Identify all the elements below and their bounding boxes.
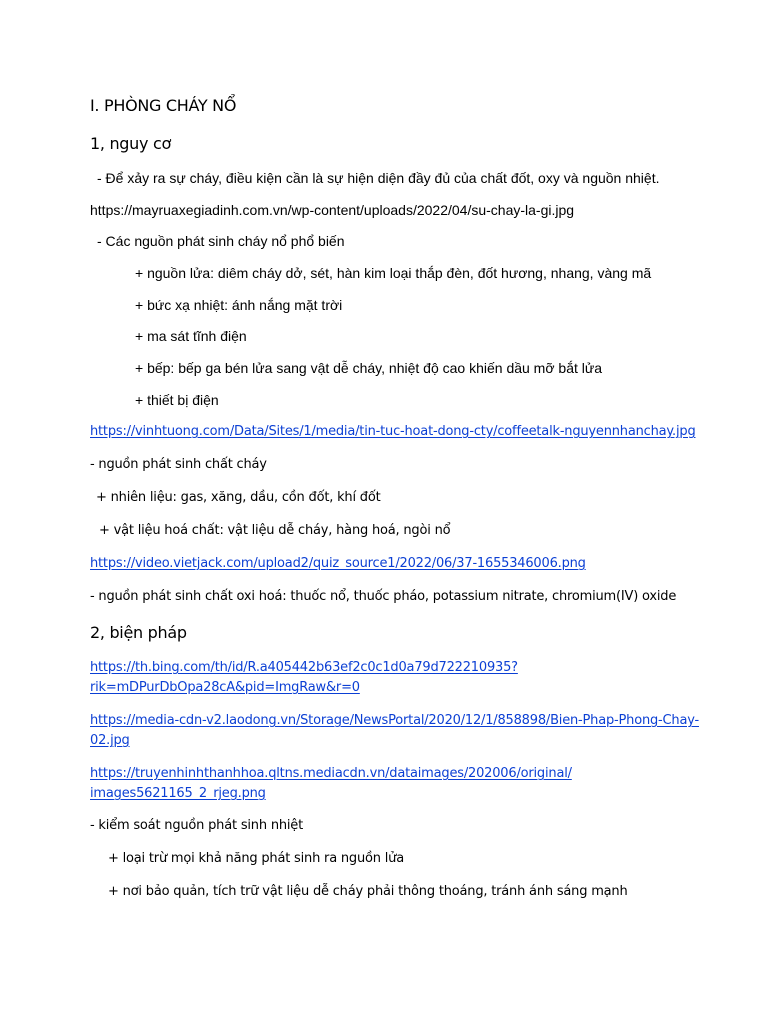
list-item: + loại trừ mọi khả năng phát sinh ra nguồn lửa <box>108 851 404 866</box>
paragraph-common-sources: - Các nguồn phát sinh cháy nổ phổ biến <box>97 233 345 249</box>
list-item: + nguồn lửa: diêm cháy dở, sét, hàn kim loại thắp đèn, đốt hương, nhang, vàng mã <box>135 265 652 281</box>
paragraph-fuel-sources: - nguồn phát sinh chất cháy <box>90 457 267 472</box>
list-item: + nơi bảo quản, tích trữ vật liệu dễ cháy phải thông thoáng, tránh ánh sáng mạnh <box>108 884 628 899</box>
list-item: + nhiên liệu: gas, xăng, dầu, cồn đốt, khí đốt <box>96 490 381 505</box>
hyperlink-thanhhoa-line1[interactable]: https://truyenhinhthanhhoa.qltns.mediacdn.vn/dataimages/202006/original/ <box>90 766 572 781</box>
subsection-heading-measures: 2, biện pháp <box>90 623 187 642</box>
subsection-heading-risk: 1, nguy cơ <box>90 134 171 153</box>
list-item: + bức xạ nhiệt: ánh nắng mặt trời <box>135 297 343 313</box>
list-item: + vật liệu hoá chất: vật liệu dễ cháy, hàng hoá, ngòi nổ <box>99 523 451 538</box>
plain-url-text: https://mayruaxegiadinh.com.vn/wp-content/uploads/2022/04/su-chay-la-gi.jpg <box>90 202 575 218</box>
list-item: + ma sát tĩnh điện <box>135 328 247 344</box>
paragraph-oxidizer-sources: - nguồn phát sinh chất oxi hoá: thuốc nổ, thuốc pháo, potassium nitrate, chromium(IV) oxide <box>90 589 677 604</box>
hyperlink-thanhhoa-line2[interactable]: images5621165_2_rjeg.png <box>90 786 266 801</box>
list-item: + thiết bị điện <box>135 392 219 408</box>
hyperlink-vietjack[interactable]: https://video.vietjack.com/upload2/quiz_source1/2022/06/37-1655346006.png <box>90 556 586 571</box>
hyperlink-vinhtuong[interactable]: https://vinhtuong.com/Data/Sites/1/media/tin-tuc-hoat-dong-cty/coffeetalk-nguyennhanchay.jpg <box>90 424 696 439</box>
paragraph-heat-control: - kiểm soát nguồn phát sinh nhiệt <box>90 818 304 833</box>
hyperlink-bing-line1[interactable]: https://th.bing.com/th/id/R.a405442b63ef2c0c1d0a79d722210935? <box>90 660 518 675</box>
hyperlink-laodong-line1[interactable]: https://media-cdn-v2.laodong.vn/Storage/NewsPortal/2020/12/1/858898/Bien-Phap-Phong-Chay- <box>90 713 699 728</box>
paragraph-fire-conditions: - Để xảy ra sự cháy, điều kiện cần là sự hiện diện đầy đủ của chất đốt, oxy và nguồn nhiệt. <box>97 170 660 186</box>
section-heading: I. PHÒNG CHÁY NỔ <box>90 96 237 115</box>
hyperlink-bing-line2[interactable]: rik=mDPurDbOpa28cA&pid=ImgRaw&r=0 <box>90 680 360 695</box>
hyperlink-laodong-line2[interactable]: 02.jpg <box>90 733 130 748</box>
list-item: + bếp: bếp ga bén lửa sang vật dễ cháy, nhiệt độ cao khiến dầu mỡ bắt lửa <box>135 360 603 376</box>
